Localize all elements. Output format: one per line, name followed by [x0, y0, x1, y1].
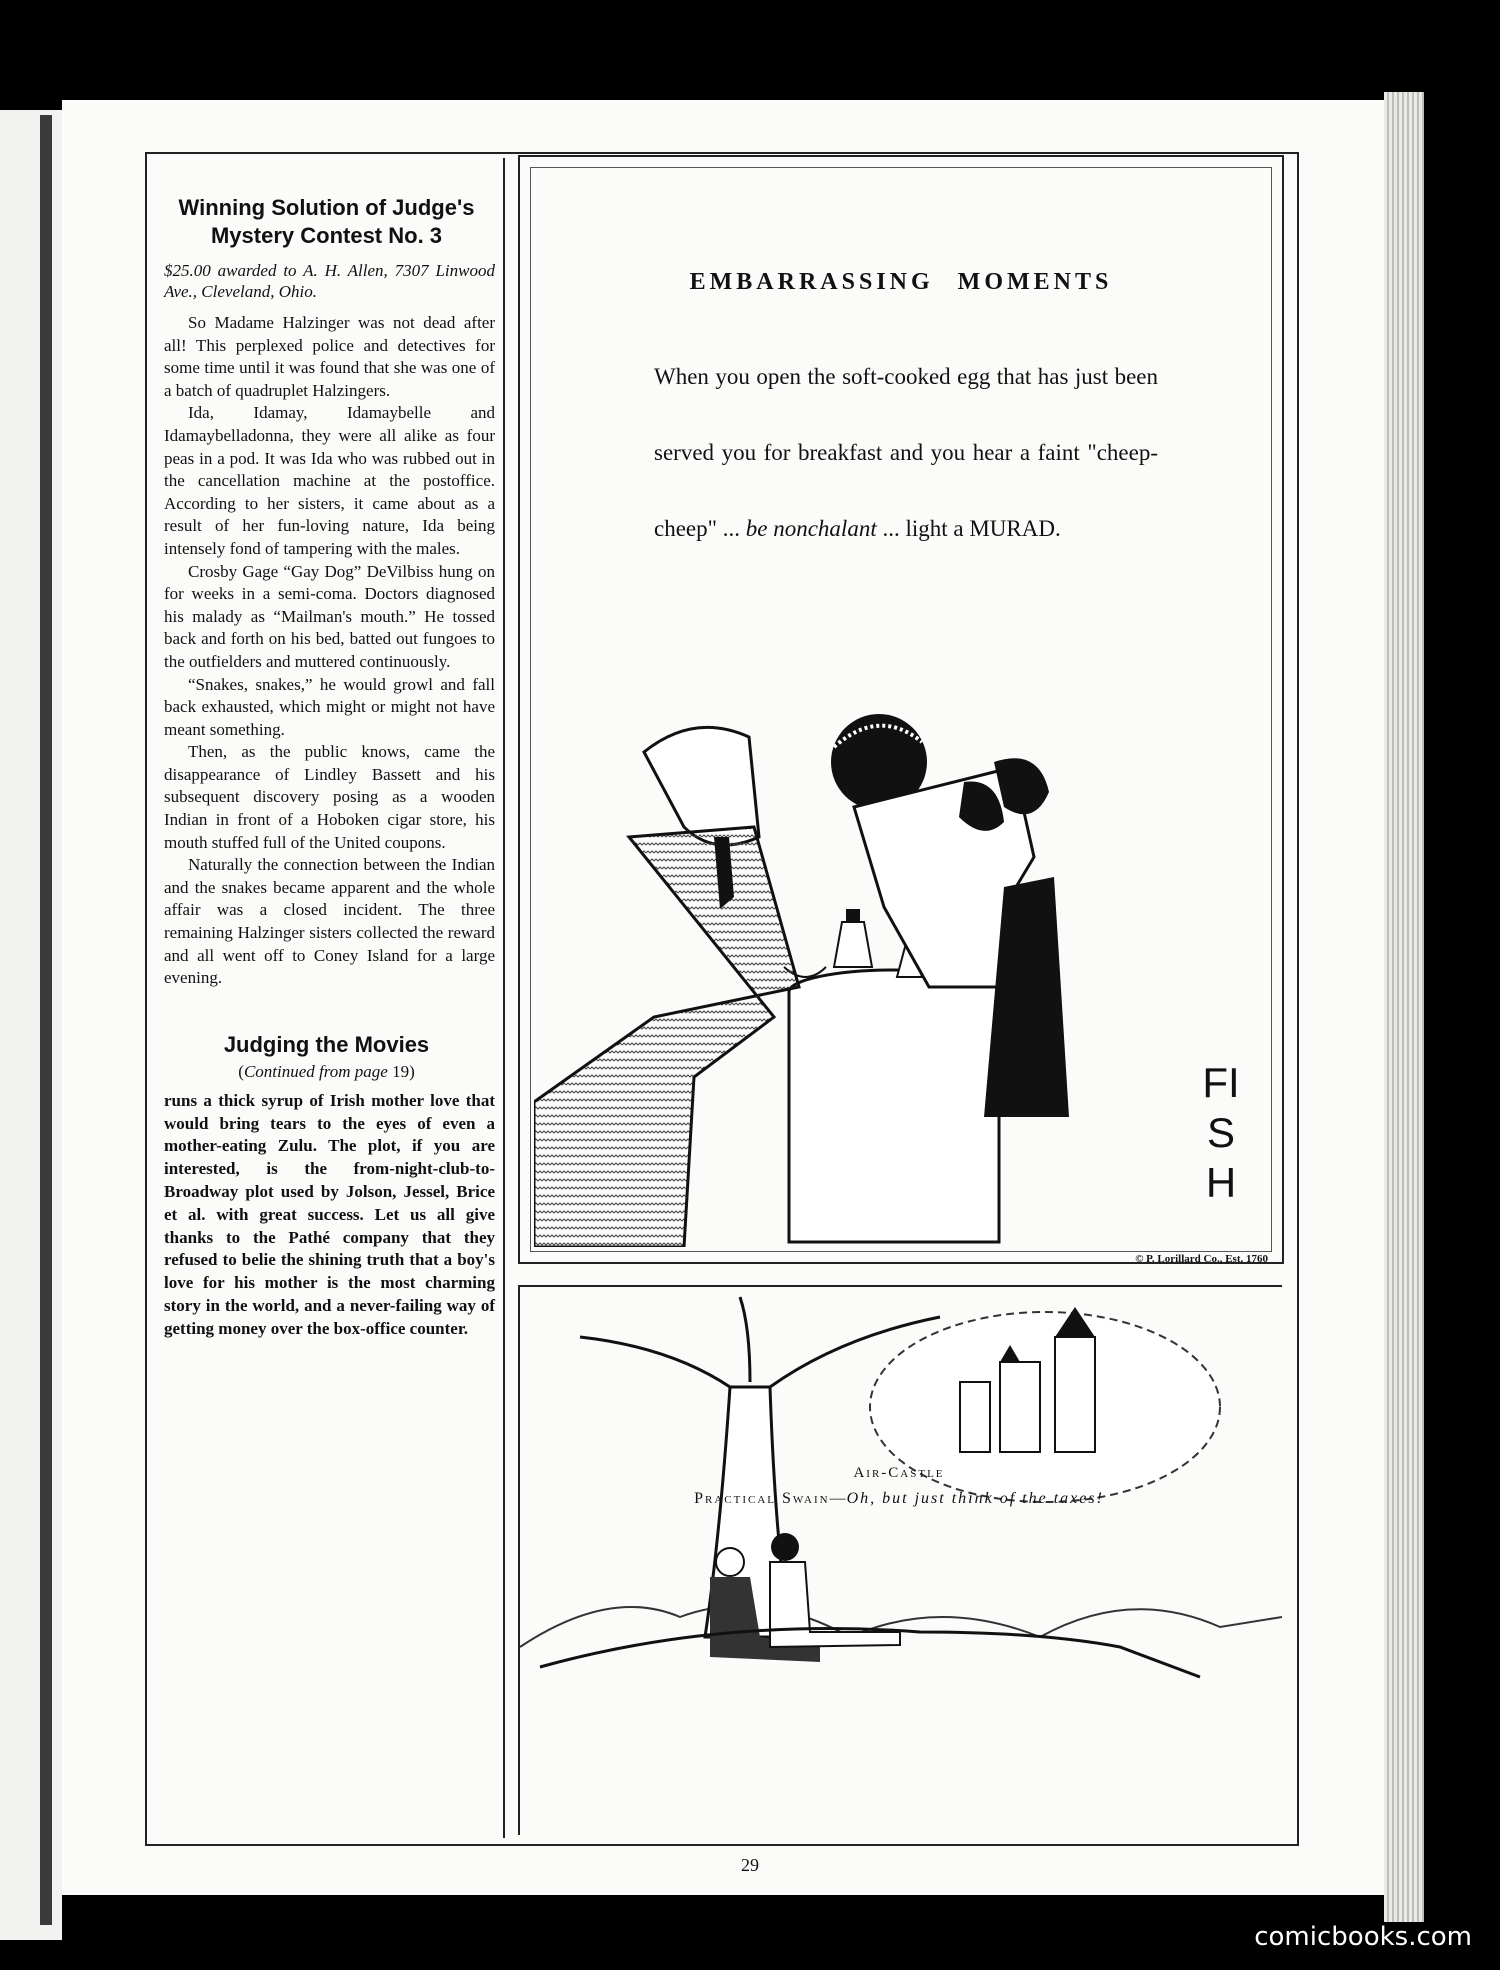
ad-emphasis: be nonchalant — [745, 516, 877, 541]
ad-ellipsis: ... — [722, 516, 741, 541]
cartoon-title: Air-Castle — [853, 1465, 945, 1481]
murad-advertisement — [518, 155, 1284, 1264]
facing-page-edge — [0, 110, 62, 1940]
cartoon-quote: Oh, but just think of the taxes! — [846, 1490, 1104, 1507]
award-line: $25.00 awarded to A. H. Allen, 7307 Linwood Ave., Cleveland, Ohio. — [164, 261, 495, 301]
movies-title: Judging the Movies — [223, 1031, 430, 1057]
cartoon-speaker: Practical Swain — [694, 1490, 830, 1507]
ad-copy-end: light a MURAD. — [905, 516, 1061, 541]
article-paragraph: “Snakes, snakes,” he would growl and fall back exhausted, which might or might not have meant something. — [164, 674, 495, 739]
article-paragraph: Then, as the public knows, came the disappearance of Lindley Bassett and his subsequent discovery posing as a wooden Indian in front of a Hoboken cigar store, his mouth stuffed full of the United coupons. — [164, 742, 495, 852]
article-paragraph: So Madame Halzinger was not dead after all! This perplexed police and detectives for some time until it was found that she was one of a batch of quadruplet Halzingers. — [164, 313, 495, 400]
watermark: comicbooks.com — [1254, 1922, 1472, 1952]
article-title: Winning Solution of Judge's Mystery Contest No. 3 — [178, 195, 475, 248]
ad-copy — [654, 339, 1158, 567]
article-body — [150, 312, 503, 990]
page-stack-edge — [1384, 92, 1424, 1922]
book-gutter — [40, 115, 52, 1925]
cartoon-caption — [518, 1490, 1280, 1508]
page-number: 29 — [741, 1855, 759, 1875]
movies-continued: (Continued from page 19) — [238, 1061, 415, 1081]
ad-headline: EMBARRASSING MOMENTS — [689, 269, 1113, 295]
ad-ellipsis: ... — [882, 516, 900, 541]
movies-body: runs a thick syrup of Irish mother love that would bring tears to the eyes of even a mother-eating Zulu. The plot, if you are interested, is the from-night-club-to-Broadway plot used by Jolson, Jessel, Brice et al. with great success. Let us all give thanks to the Pathé company that they refused to belie the shining truth that a boy's love for his mother is the most charming story in the world, and a never-failing way of getting money over the box-office counter. — [164, 1090, 495, 1338]
air-castle-cartoon — [518, 1285, 1282, 1835]
article-paragraph: Crosby Gage “Gay Dog” DeVilbiss hung on for weeks in a semi-coma. Doctors diagnosed his malady as “Mailman's mouth.” He tossed back and forth on his bed, batted out fungoes to the outfielders and muttered continuously. — [164, 561, 495, 671]
left-column — [150, 158, 505, 1838]
ad-copy-main: When you open the soft-cooked egg that has just been served you for breakfast and you hear a faint "cheep-cheep" — [654, 364, 1158, 541]
ad-illustration — [534, 657, 1266, 1247]
caption-dash: — — [829, 1490, 847, 1507]
cartoon-illustration — [520, 1287, 1282, 1757]
article-paragraph: Naturally the connection between the Indian and the snakes became apparent and the whole affair was a closed incident. The three remaining Halzinger sisters collected the reward and all went off to Coney Island for a large evening. — [164, 855, 495, 988]
artist-signature: FISH — [1202, 1059, 1240, 1206]
ad-copyright: © P. Lorillard Co., Est. 1760 — [1135, 1253, 1268, 1265]
article-paragraph: Ida, Idamay, Idamaybelle and Idamaybelladonna, they were all alike as four peas in a pod. It was Ida who was rubbed out in the cancellation machine at the postoffice. According to her sisters, it came about as a result of her fun-loving nature, Ida being intensely fond of tampering with the males. — [164, 403, 495, 558]
